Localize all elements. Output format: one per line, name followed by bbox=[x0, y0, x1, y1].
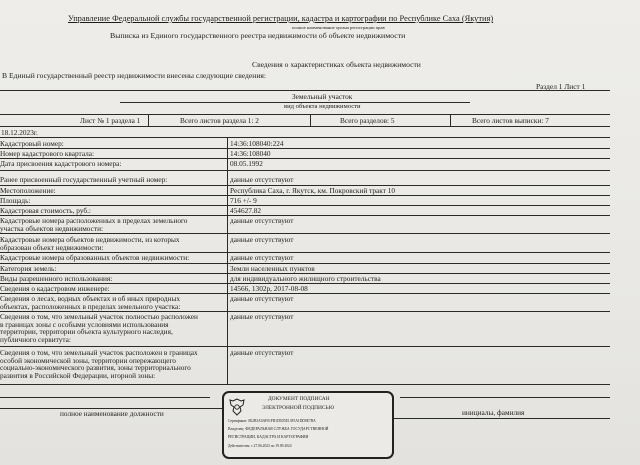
object-type: Земельный участок bbox=[292, 92, 353, 101]
special-zone: данные отсутствуют bbox=[230, 312, 294, 321]
row-label: Дата присвоения кадастрового номера: bbox=[0, 159, 122, 168]
row-label: Кадастровые номера объектов недвижимости, из которых образован объект недвижимости: bbox=[0, 235, 180, 252]
previous-number: данные отсутствуют bbox=[230, 175, 294, 184]
row-line bbox=[0, 205, 610, 206]
pages-divider bbox=[450, 114, 451, 126]
intro-text: В Единый государственный реестр недвижимости внесены следующие сведения: bbox=[2, 71, 266, 80]
position-caption: полное наименование должности bbox=[60, 409, 164, 418]
formed-objects: данные отсутствуют bbox=[230, 253, 294, 262]
area: 716 +/- 9 bbox=[230, 196, 257, 205]
economic-zone: данные отсутствуют bbox=[230, 348, 294, 357]
assignment-date: 08.05.1992 bbox=[230, 159, 263, 168]
sections-count: Всего разделов: 5 bbox=[340, 116, 395, 125]
row-label: Сведения о том, что земельный участок расположен в границах особой экономической зоны, территории опережающего социально-экономического развития, зоны территориального развития в Российской Федерации, игорной зоны: bbox=[0, 348, 198, 380]
row-label: Категория земель: bbox=[0, 264, 57, 273]
electronic-signature-stamp bbox=[222, 391, 394, 459]
pages-divider bbox=[148, 114, 149, 126]
row-line bbox=[0, 170, 610, 171]
row-line bbox=[0, 195, 610, 196]
position-line bbox=[0, 397, 210, 398]
agency-caption: полное наименование органа регистрации прав bbox=[292, 25, 385, 30]
row-label: Номер кадастрового квартала: bbox=[0, 149, 95, 158]
row-line bbox=[0, 233, 610, 234]
row-label: Кадастровый номер: bbox=[0, 139, 64, 148]
initials-caption: инициалы, фамилия bbox=[462, 408, 525, 417]
row-label: Кадастровая стоимость, руб.: bbox=[0, 206, 91, 215]
cadastral-number: 14:36:108040:224 bbox=[230, 139, 284, 148]
initials-line bbox=[400, 397, 610, 398]
permitted-use: для индивидуального жилищного строительства bbox=[230, 274, 381, 283]
object-type-caption: вид объекта недвижимости bbox=[284, 103, 361, 110]
pages-row-top bbox=[0, 114, 610, 115]
sheets-in-section: Всего листов раздела 1: 2 bbox=[180, 116, 259, 125]
date-row-bottom bbox=[0, 137, 610, 138]
stamp-validity: Действителен: с 27.06.2023 по 19.09.2024 bbox=[228, 444, 292, 448]
pages-row-bottom bbox=[0, 126, 610, 127]
row-label: Кадастровые номера образованных объектов недвижимости: bbox=[0, 253, 190, 262]
objects-within-plot: данные отсутствуют bbox=[230, 216, 294, 225]
cadastral-engineer: 14566, 1302р, 2017-08-08 bbox=[230, 284, 308, 293]
row-label: Площадь: bbox=[0, 196, 31, 205]
sheet-number: Лист № 1 раздела 1 bbox=[80, 116, 141, 125]
row-label: Сведения о кадастровом инженере: bbox=[0, 284, 110, 293]
stamp-certificate: Сертификат: 0E2B3A0AF01FB1D5D5E13F3A1DD8E7BA bbox=[228, 419, 316, 423]
extract-date: 18.12.2023г. bbox=[1, 128, 38, 137]
document-title: Выписка из Единого государственного реестра недвижимости об объекте недвижимости bbox=[110, 31, 406, 40]
row-label: Сведения о лесах, водных объектах и об иных природных объектах, расположенных в пределах земельного участка: bbox=[0, 294, 181, 311]
signature-line bbox=[0, 408, 222, 409]
row-label: Кадастровые номера расположенных в пределах земельного участка объектов недвижимости: bbox=[0, 216, 188, 233]
row-line bbox=[0, 346, 610, 347]
pages-divider bbox=[310, 114, 311, 126]
row-label: Сведения о том, что земельный участок полностью расположен в границах зоны с особыми условиями использования территории, территории объекта культурного наследия, публичного сервитута: bbox=[0, 312, 198, 344]
stamp-owner-2: РЕГИСТРАЦИИ, КАДАСТРА И КАРТОГРАФИИ bbox=[228, 435, 309, 439]
table-top-border bbox=[0, 90, 610, 91]
signature-line bbox=[390, 418, 610, 419]
stamp-line-1: ДОКУМЕНТ ПОДПИСАН bbox=[268, 396, 330, 402]
land-category: Земли населенных пунктов bbox=[230, 264, 315, 273]
row-label: Виды разрешенного использования: bbox=[0, 274, 113, 283]
cadastral-value: 454627.82 bbox=[230, 206, 262, 215]
row-label: Местоположение: bbox=[0, 186, 56, 195]
sheets-total: Всего листов выписки: 7 bbox=[472, 116, 549, 125]
row-label: Ранее присвоенный государственный учетный номер: bbox=[0, 175, 168, 184]
section-page-label: Раздел 1 Лист 1 bbox=[536, 82, 586, 91]
location: Республика Саха, г. Якутск, км. Покровский тракт 10 bbox=[230, 186, 395, 195]
emblem-icon bbox=[228, 397, 246, 417]
natural-objects: данные отсутствуют bbox=[230, 294, 294, 303]
section-title: Сведения о характеристиках объекта недвижимости bbox=[252, 60, 421, 69]
stamp-line-2: ЭЛЕКТРОННОЙ ПОДПИСЬЮ bbox=[262, 405, 335, 411]
source-objects: данные отсутствуют bbox=[230, 235, 294, 244]
stamp-owner-1: Владелец: ФЕДЕРАЛЬНАЯ СЛУЖБА ГОСУДАРСТВЕННОЙ bbox=[228, 427, 329, 431]
cadastral-quarter: 14:36:108040 bbox=[230, 149, 271, 158]
row-line bbox=[0, 384, 610, 385]
agency-name: Управление Федеральной службы государственной регистрации, кадастра и картографии по Республике Саха (Якутия) bbox=[68, 14, 494, 23]
